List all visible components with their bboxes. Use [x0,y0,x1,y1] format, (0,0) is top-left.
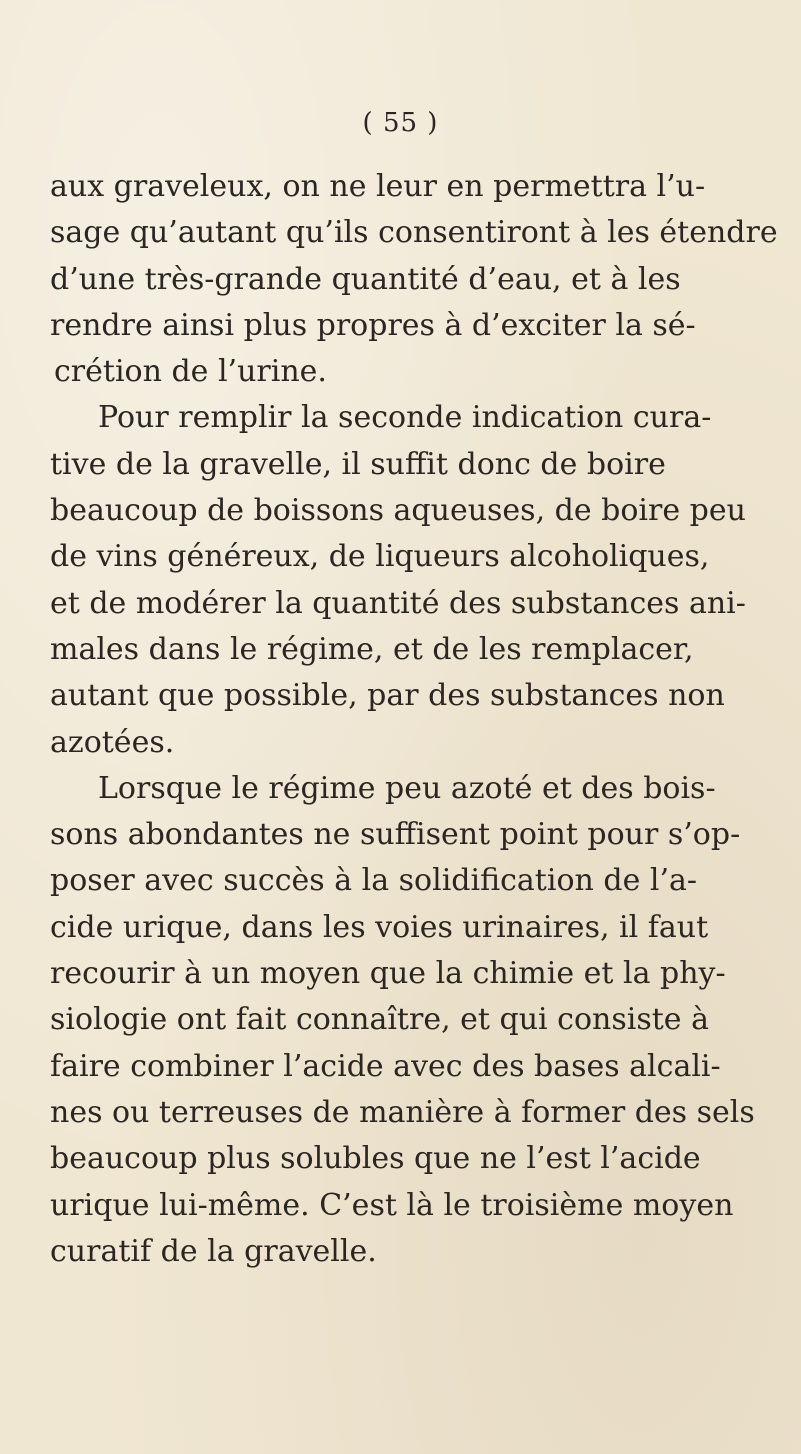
text-line: beaucoup plus solubles que ne l’est l’acide [50,1141,701,1177]
text-line: cide urique, dans les voies urinaires, il faut [50,909,709,945]
page-number: ( 55 ) [362,108,439,138]
text-line: recourir à un moyen que la chimie et la phy- [50,956,726,992]
text-line: Pour remplir la seconde indication cura- [98,400,712,436]
text-line: et de modérer la quantité des substances ani- [50,585,746,621]
text-line: tive de la gravelle, il suffit donc de boire [50,446,666,482]
text-line: d’une très-grande quantité d’eau, et à les [50,261,681,297]
text-line: azotées. [50,724,175,760]
text-line: sons abondantes ne suffisent point pour s’op- [50,817,741,853]
text-line: rendre ainsi plus propres à d’exciter la sé- [50,307,696,343]
text-line: poser avec succès à la solidification de l’a- [50,863,698,899]
text-line: de vins généreux, de liqueurs alcoholiques, [50,539,710,575]
text-line: crétion de l’urine. [54,354,327,390]
text-line: males dans le régime, et de les remplacer, [50,631,694,667]
text-line: siologie ont fait connaître, et qui consiste à [50,1002,709,1038]
text-line: autant que possible, par des substances non [50,678,725,714]
text-line: sage qu’autant qu’ils consentiront à les étendre [50,215,778,251]
text-line: nes ou terreuses de manière à former des sels [50,1094,755,1130]
text-line: faire combiner l’acide avec des bases alcali- [50,1048,721,1084]
text-line: curatif de la gravelle. [50,1233,377,1269]
text-line: aux graveleux, on ne leur en permettra l’u- [50,169,706,204]
text-line: beaucoup de boissons aqueuses, de boire peu [50,493,746,529]
body-text [50,164,778,1275]
text-line: Lorsque le régime peu azoté et des bois- [98,770,716,806]
text-line: urique lui-même. C’est là le troisième moyen [50,1187,734,1223]
